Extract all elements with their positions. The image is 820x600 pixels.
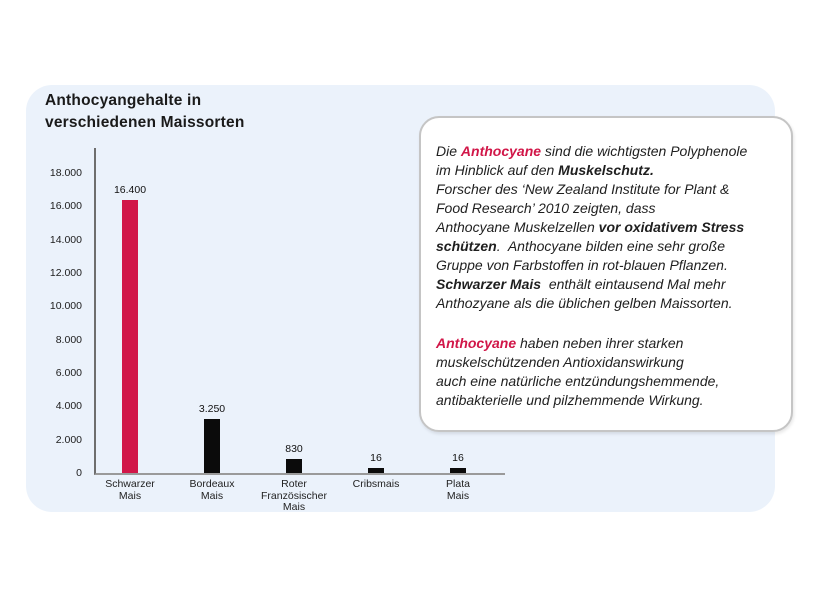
y-axis-tick-label: 16.000 [49, 200, 82, 213]
text-segment: Forscher des ‘New Zealand Institute for Plant & [436, 181, 730, 197]
y-axis-tick-label: 4.000 [55, 400, 82, 413]
text-segment: schützen [436, 238, 497, 254]
text-segment: Muskelschutz. [558, 162, 654, 178]
text-segment: Schwarzer Mais [436, 276, 542, 292]
text-segment: Anthocyane [436, 335, 517, 351]
info-paragraph [436, 142, 775, 313]
chart-bar-schwarzer [122, 200, 138, 473]
info-paragraph [436, 334, 775, 410]
bar-value-label: 16 [452, 452, 464, 464]
chart-bar-roter [286, 459, 302, 473]
chart-bar-plata [450, 468, 466, 473]
text-segment: im Hinblick auf den [436, 162, 559, 178]
chart-bar-cribsmais [368, 468, 384, 473]
y-axis-tick-label: 0 [76, 467, 82, 479]
text-segment: . Anthocyane bilden eine sehr große [496, 238, 725, 254]
bar-value-label: 3.250 [198, 403, 226, 415]
y-axis-tick-label: 2.000 [55, 433, 82, 446]
text-segment: enthält eintausend Mal mehr [541, 276, 726, 292]
chart-title [45, 90, 245, 134]
chart-bar-bordeaux [204, 419, 220, 473]
text-segment: muskelschützenden Antioxidanswirkung [436, 354, 684, 370]
y-axis-tick-label: 14.000 [49, 233, 82, 246]
x-axis-category-label: Roter Französischer Mais [261, 478, 327, 513]
text-segment: Anthozyane als die üblichen gelben Maissorten. [436, 295, 733, 311]
text-segment: sind die wichtigsten Polyphenole [541, 143, 748, 159]
y-axis-tick-label: 10.000 [49, 300, 82, 313]
bar-value-label: 16 [370, 452, 382, 464]
text-segment: Gruppe von Farbstoffen in rot-blauen Pflanzen. [436, 257, 728, 273]
chart-title-line2: verschiedenen Maissorten [45, 114, 245, 131]
x-axis-category-label: Cribsmais [352, 478, 400, 490]
text-segment: Anthocyane Muskelzellen [436, 219, 599, 235]
text-segment: Food Research’ 2010 zeigten, dass [436, 200, 656, 216]
text-segment: Die [436, 143, 461, 159]
y-axis-tick-label: 18.000 [49, 167, 82, 179]
chart-title-line1: Anthocyangehalte in [45, 92, 202, 109]
y-axis-tick-label: 8.000 [55, 333, 82, 346]
text-segment: vor oxidativem Stress [598, 219, 745, 235]
text-segment: auch eine natürliche entzündungshemmende, [436, 373, 720, 389]
text-segment: antibakterielle und pilzhemmende Wirkung. [436, 392, 704, 408]
text-segment: haben neben ihrer starken [516, 335, 684, 351]
y-axis-tick-label: 6.000 [55, 367, 82, 379]
bar-value-label: 830 [285, 443, 303, 455]
x-axis-category-label: Plata Mais [446, 478, 470, 502]
bar-value-label: 16.400 [113, 184, 147, 196]
x-axis-category-label: Schwarzer Mais [105, 478, 155, 502]
x-axis-category-label: Bordeaux Mais [189, 478, 235, 502]
y-axis-tick-label: 12.000 [49, 267, 82, 279]
text-segment: Anthocyane [460, 143, 542, 159]
info-box [419, 116, 793, 432]
